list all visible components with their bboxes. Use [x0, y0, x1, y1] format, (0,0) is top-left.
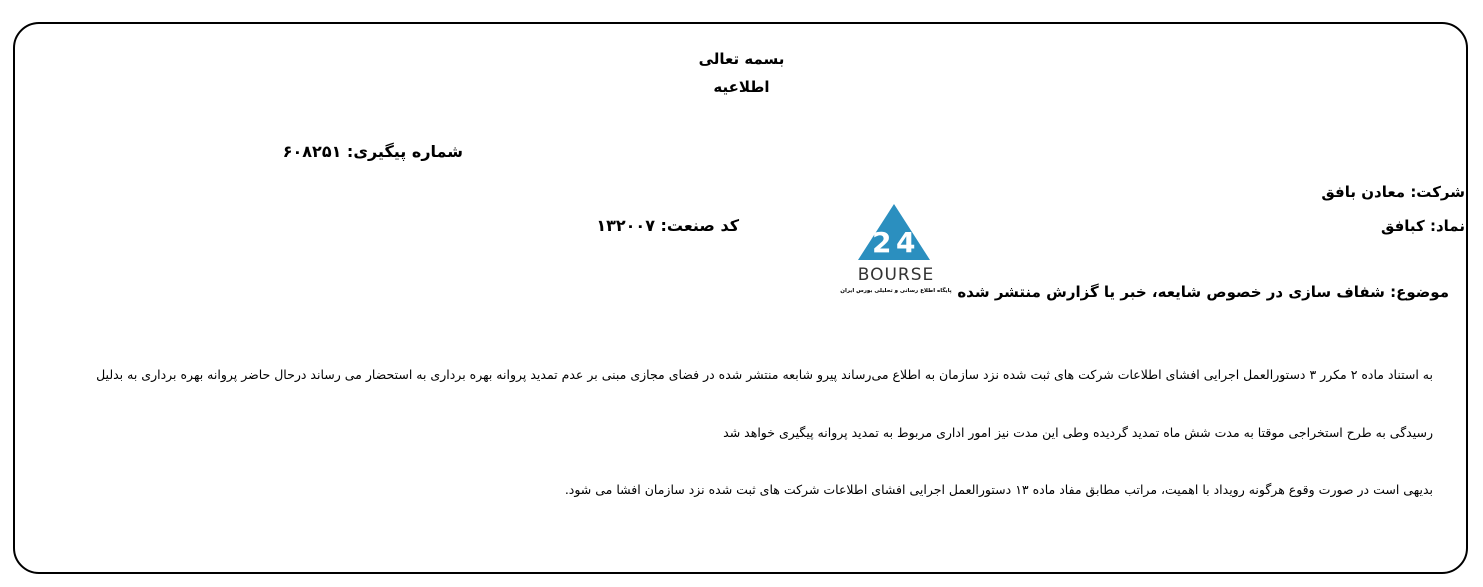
logo-number-4: 4 — [896, 226, 916, 259]
logo-wordmark: BOURSE — [857, 265, 935, 285]
tracking-number: شماره پیگیری: ۶۰۸۲۵۱ — [282, 142, 463, 161]
body-paragraph-line-2: رسیدگی به طرح استخراجی موقتا به مدت شش ماه تمدید گردیده وطی این مدت نیز امور اداری مربوط به تمدید پروانه پیگیری خواهد شد — [723, 425, 1433, 440]
logo-number-2: 2 — [872, 226, 892, 259]
company-name: شرکت: معادن بافق — [1321, 183, 1465, 201]
logo-subtext: پایگاه اطلاع رسانی و تحلیلی بورس ایران — [840, 288, 952, 294]
industry-code: کد صنعت: ۱۳۲۰۰۷ — [596, 216, 739, 235]
body-paragraph-line-1: به استناد ماده ۲ مکرر ۳ دستورالعمل اجرایی افشای اطلاعات شرکت های ثبت شده نزد سازمان به اطلاع می‌رساند پیرو شابعه منتشر شده در فضای مجازی مبنی بر عدم تمدید پروانه بهره برداری به استحضار می رساند درحال حاضر پروانه بهره برداری به بدلیل — [96, 367, 1433, 382]
body-paragraph-line-3: بدیهی است در صورت وقوع هرگونه رویداد با اهمیت، مراتب مطابق مفاد ماده ۱۳ دستورالعمل اجرایی افشای اطلاعات شرکت های ثبت شده نزد سازمان افشا می شود. — [564, 482, 1433, 497]
logo-triangle — [858, 204, 930, 260]
bourse24-logo — [838, 190, 954, 302]
bourse24-logo-icon — [838, 190, 954, 302]
stock-symbol: نماد: کبافق — [1380, 217, 1465, 235]
subject-line: موضوع: شفاف سازی در خصوص شایعه، خبر یا گزارش منتشر شده — [957, 283, 1449, 301]
header-invocation: بسمه تعالی — [698, 50, 785, 68]
header-title: اطلاعیه — [713, 78, 770, 96]
